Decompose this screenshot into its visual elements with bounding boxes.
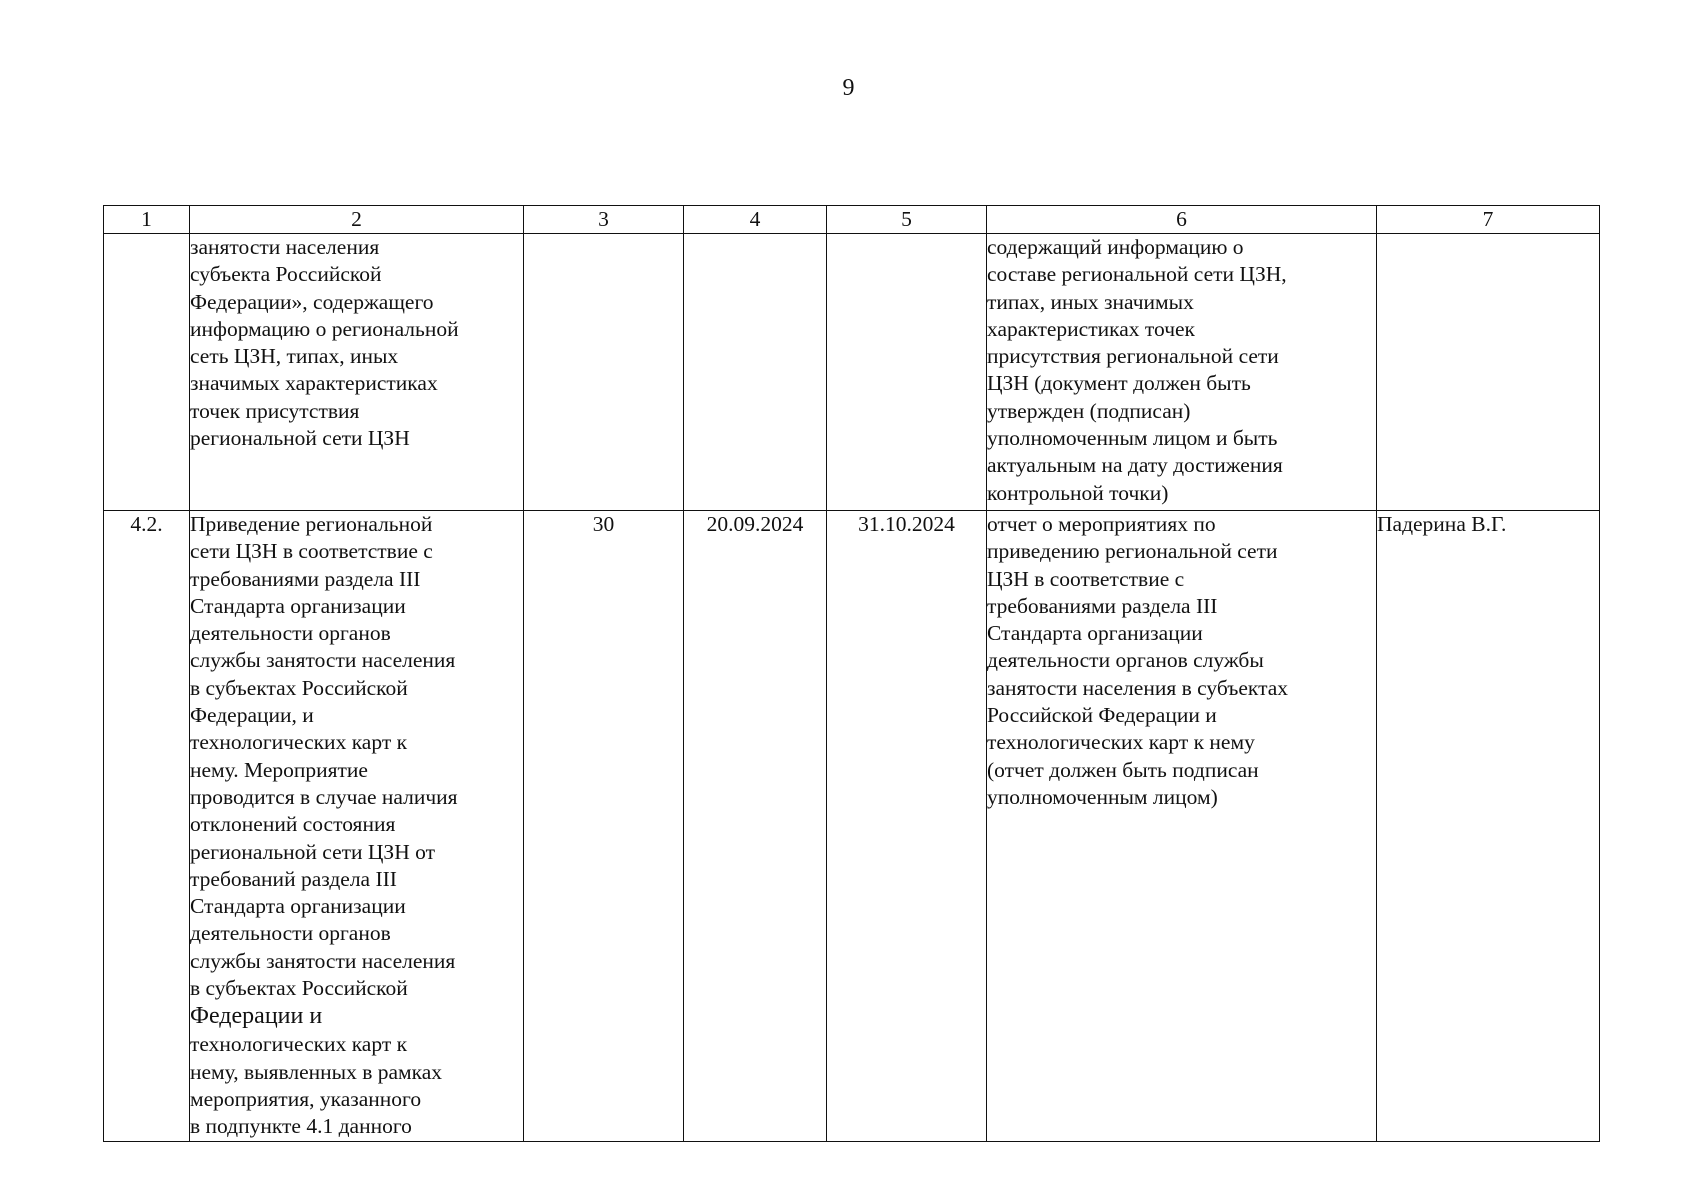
text-line: Российской Федерации и (987, 703, 1217, 728)
cell-result (987, 511, 1377, 1142)
header-row (104, 206, 1600, 234)
text-line: типах, иных значимых (987, 289, 1194, 314)
text-line: приведению региональной сети (987, 539, 1278, 564)
text-line: нему. Мероприятие (190, 757, 368, 782)
text-line: отчет о мероприятиях по (987, 512, 1216, 536)
text-line: технологических карт к нему (987, 730, 1255, 755)
cell-responsible (1377, 234, 1600, 511)
text-line: службы занятости населения (190, 948, 456, 973)
header-col-2: 2 (190, 206, 524, 234)
text-line: в субъектах Российской (190, 675, 408, 700)
cell-duration (524, 234, 684, 511)
text-line: уполномоченным лицом) (987, 784, 1218, 809)
text-line: Федерации и (190, 1003, 323, 1030)
text-line: в субъектах Российской (190, 976, 408, 1001)
cell-number (104, 234, 190, 511)
cell-end-date (827, 234, 987, 511)
plan-table (103, 205, 1600, 1142)
text-line: ЦЗН в соответствие с (987, 566, 1185, 591)
text-line: (отчет должен быть подписан (987, 757, 1259, 782)
text-line: уполномоченным лицом и быть (987, 426, 1278, 451)
text-line: проводится в случае наличия (190, 784, 458, 809)
text-line: информацию о региональной (190, 316, 459, 341)
text-line: значимых характеристиках (190, 371, 438, 396)
header-col-6: 6 (987, 206, 1377, 234)
text-line: в подпункте 4.1 данного (190, 1114, 412, 1139)
text-line: Стандарта организации (190, 593, 406, 618)
text-line: деятельности органов службы (987, 648, 1264, 673)
text-line: утвержден (подписан) (987, 398, 1191, 423)
text-line: службы занятости населения (190, 648, 456, 673)
text-line: требованиями раздела III (987, 593, 1218, 618)
text-line: занятости населения (190, 235, 380, 259)
table-row (104, 234, 1600, 511)
text-line: нему, выявленных в рамках (190, 1059, 443, 1084)
text-line: составе региональной сети ЦЗН, (987, 262, 1287, 287)
text-line: мероприятия, указанного (190, 1086, 422, 1111)
text-line: региональной сети ЦЗН от (190, 839, 435, 864)
text-line: требованиями раздела III (190, 566, 421, 591)
text-line: Федерации», содержащего (190, 289, 434, 314)
text-line: сети ЦЗН в соответствие с (190, 539, 433, 564)
header-col-4: 4 (684, 206, 827, 234)
text-line: Стандарта организации (190, 894, 406, 919)
text-line: контрольной точки) (987, 480, 1169, 505)
text-line: отклонений состояния (190, 812, 396, 837)
cell-start-date: 20.09.2024 (684, 511, 827, 1142)
header-col-5: 5 (827, 206, 987, 234)
cell-result (987, 234, 1377, 511)
text-line: технологических карт к (190, 1032, 408, 1057)
text-line: требований раздела III (190, 866, 397, 891)
header-col-1: 1 (104, 206, 190, 234)
text-line: Стандарта организации (987, 621, 1203, 646)
text-line: Федерации, и (190, 703, 314, 728)
text-line: точек присутствия (190, 398, 360, 423)
table-row (104, 511, 1600, 1142)
text-line: занятости населения в субъектах (987, 675, 1289, 700)
text-line: технологических карт к (190, 730, 408, 755)
table-header (104, 206, 1600, 234)
cell-activity (190, 511, 524, 1142)
cell-responsible: Падерина В.Г. (1377, 511, 1600, 1142)
text-line: деятельности органов (190, 621, 391, 646)
text-line: региональной сети ЦЗН (190, 426, 410, 451)
text-line: ЦЗН (документ должен быть (987, 371, 1251, 396)
header-col-3: 3 (524, 206, 684, 234)
text-line: сеть ЦЗН, типах, иных (190, 344, 399, 369)
text-line: актуальным на дату достижения (987, 453, 1283, 478)
header-col-7: 7 (1377, 206, 1600, 234)
cell-start-date (684, 234, 827, 511)
text-line: Приведение региональной (190, 512, 433, 536)
text-line: деятельности органов (190, 921, 391, 946)
text-line: субъекта Российской (190, 262, 382, 287)
text-line: присутствия региональной сети (987, 344, 1279, 369)
page-number: 9 (842, 75, 855, 101)
cell-end-date: 31.10.2024 (827, 511, 987, 1142)
cell-duration: 30 (524, 511, 684, 1142)
text-line: содержащий информацию о (987, 235, 1244, 259)
cell-number: 4.2. (104, 511, 190, 1142)
text-line: характеристиках точек (987, 316, 1195, 341)
cell-activity (190, 234, 524, 511)
